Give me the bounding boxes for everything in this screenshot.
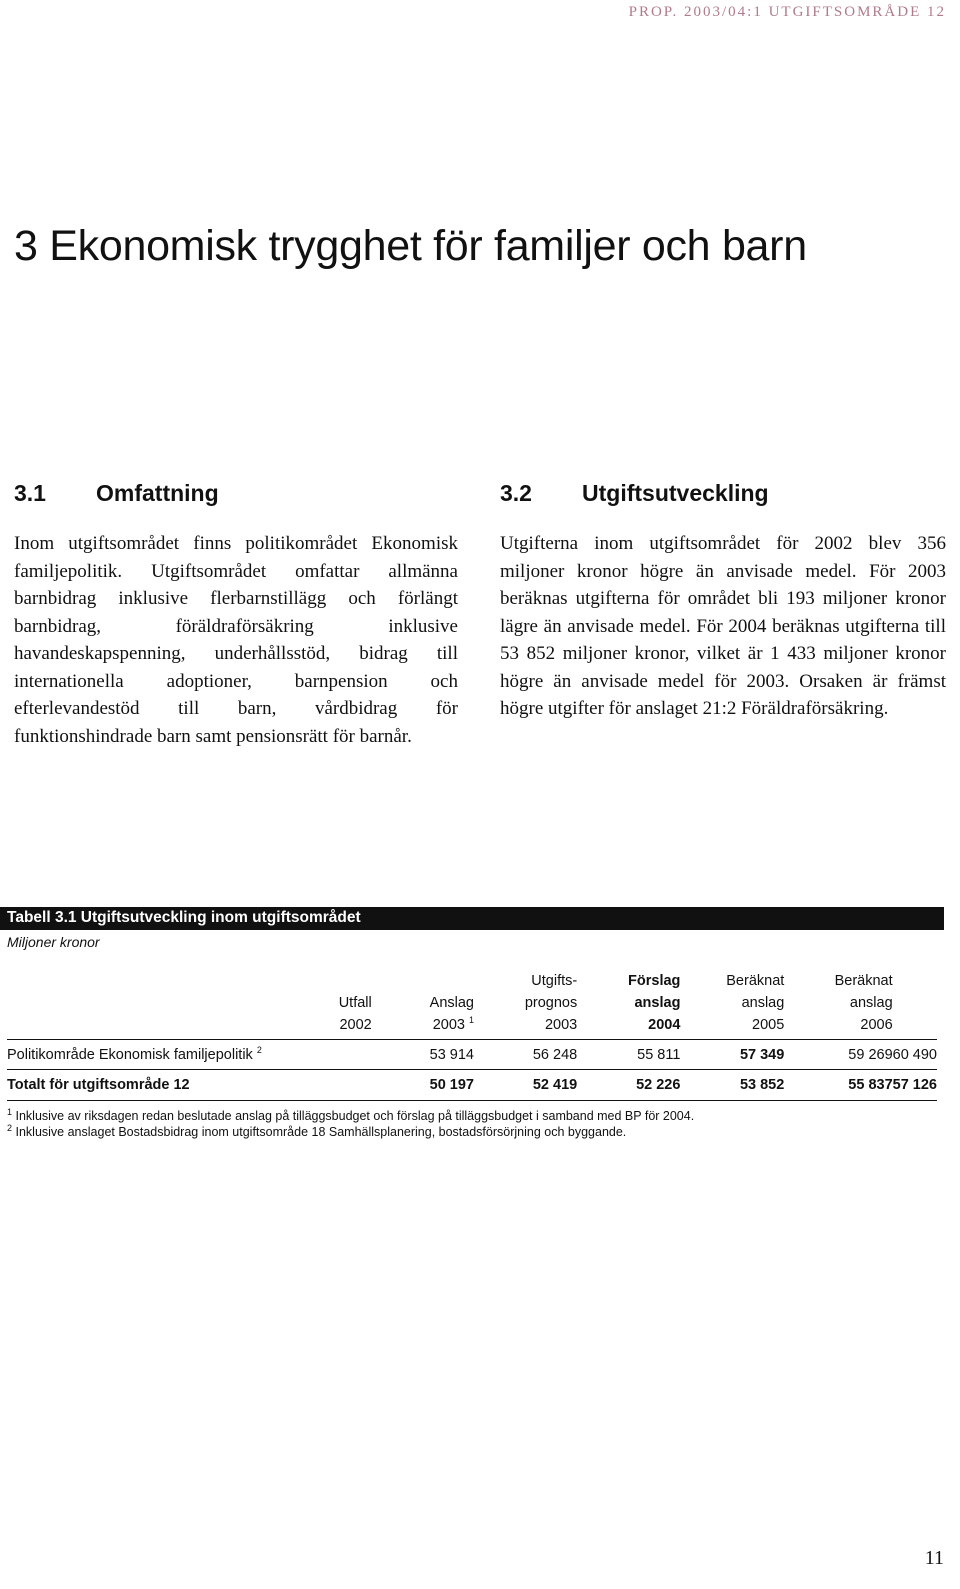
column-header: Utgifts- prognos 2003 bbox=[524, 973, 578, 1033]
table-title: Tabell 3.1 Utgiftsutveckling inom utgiftsområdet bbox=[0, 907, 944, 930]
table-cell: 55 811 bbox=[637, 1046, 681, 1063]
table-cell: 57 349 bbox=[739, 1046, 785, 1063]
footnote-ref: 2 bbox=[256, 1044, 262, 1055]
table-cell: 57 126 bbox=[892, 1077, 937, 1093]
table-cell: 59 269 bbox=[848, 1046, 893, 1063]
chapter-title: 3 Ekonomisk trygghet för familjer och barn bbox=[14, 222, 807, 270]
table-footnotes bbox=[7, 1108, 937, 1140]
table-row bbox=[7, 1040, 937, 1070]
table-cell: 52 419 bbox=[532, 1077, 578, 1093]
column-header: Beräknat anslag 2005 bbox=[726, 973, 785, 1033]
row-label: Politikområde Ekonomisk familjepolitik $^2$ bbox=[7, 1044, 262, 1063]
table-header-row bbox=[7, 970, 937, 1040]
section-title: Omfattning bbox=[96, 480, 219, 506]
footnote: $^1$ Inklusive av riksdagen redan beslutade anslag på tilläggsbudget och förslag på tilläggsbudget i samband med BP för 2004. bbox=[7, 1106, 695, 1123]
table-total-row bbox=[7, 1070, 937, 1101]
running-header: PROP. 2003/04:1 UTGIFTSOMRÅDE 12 bbox=[628, 4, 946, 20]
table-unit-label: Miljoner kronor bbox=[7, 934, 100, 950]
footnote: $^2$ Inklusive anslaget Bostadsbidrag inom utgiftsområde 18 Samhällsplanering, bostadsförsörjning och byggande. bbox=[7, 1122, 627, 1139]
table-cell: 55 837 bbox=[848, 1077, 893, 1093]
column-header: Beräknat anslag 2006 bbox=[834, 973, 893, 1033]
column-header-label bbox=[7, 970, 321, 1040]
table-cell: 52 226 bbox=[636, 1077, 681, 1093]
table-cell: 53 852 bbox=[739, 1077, 785, 1093]
table-cell: 50 197 bbox=[429, 1077, 474, 1093]
expenditure-table bbox=[7, 970, 937, 1101]
section-heading-omfattning bbox=[14, 480, 219, 507]
section-body-text: Inom utgiftsområdet finns politikområdet Ekonomisk familjepolitik. Utgiftsområdet omfattar allmänna barnbidrag inklusive flerbarnstillägg och förlängt barnbidrag, föräldraförsäkring inklusive havandeskapspenning, underhållsstöd, bidrag till internationella adoptioner, barnpension och efterlevandestöd till barn, vårdbidrag för funktionshindrade barn samt pensionsrätt för barnår. bbox=[14, 533, 458, 747]
section-body-text: Utgifterna inom utgiftsområdet för 2002 blev 356 miljoner kronor högre än anvisade medel. För 2003 beräknas utgifterna för området bli 193 miljoner kronor lägre än anvisade medel. För 2004 beräknas utgifterna till 53 852 miljoner kronor, vilket är 1 433 miljoner kronor högre än anvisade medel för 2003. Orsaken är främst högre utgifter för anslaget 21:2 Föräldraförsäkring. bbox=[500, 533, 946, 719]
column-header: Anslag 2003 $^1$ bbox=[429, 995, 474, 1033]
column-header-proposal: Förslag anslag 2004 bbox=[628, 973, 681, 1033]
page-number: 11 bbox=[924, 1547, 944, 1569]
section-title: Utgiftsutveckling bbox=[582, 480, 769, 506]
section-number: 3.2 bbox=[500, 480, 532, 506]
table-cell: 56 248 bbox=[532, 1046, 578, 1063]
table-cell: 60 490 bbox=[892, 1046, 937, 1063]
column-header: Utfall 2002 bbox=[338, 995, 372, 1033]
row-label: Totalt för utgiftsområde 12 bbox=[7, 1077, 190, 1093]
footnote-ref: 1 bbox=[468, 1015, 474, 1026]
section-heading-utgiftsutveckling bbox=[500, 480, 769, 507]
table-cell: 53 914 bbox=[429, 1046, 474, 1063]
section-number: 3.1 bbox=[14, 480, 46, 506]
